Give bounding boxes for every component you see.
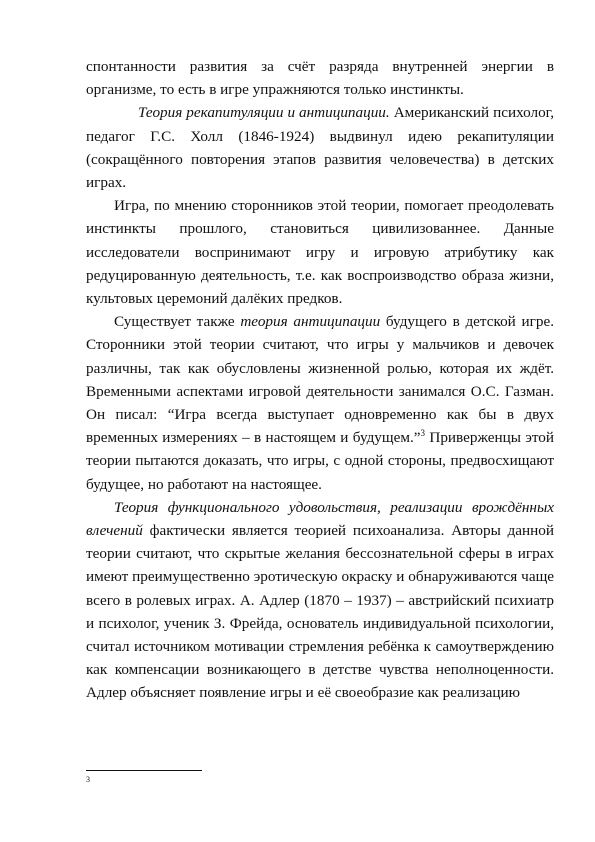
- paragraph-civilization-text: Игра, по мнению сторонников этой теории, помогает преодолевать инстинкты прошлого, становиться цивилизованнее. Данные исследователи воспринимают игру и игровую атрибутику как редуцированную деятельность, т.е. как воспроизводство образа жизни, культовых церемоний далёких предков.: [86, 197, 554, 308]
- footnote-reference[interactable]: 3: [420, 428, 425, 439]
- body-text: [86, 55, 554, 705]
- footnote-mark: 3: [86, 775, 90, 784]
- footnote-separator: [86, 770, 202, 771]
- recapitulation-heading: Теория рекапитуляции и антиципации.: [138, 104, 390, 122]
- functional-pleasure-text: фактически является теорией психоанализа. Авторы данной теории считают, что скрытые желания бессознательной сферы в играх имеют преимущественно эротическую окраску и обнаруживаются чаще всего в ролевых играх. А. Адлер (1870 – 1937) – австрийский психиатр и психолог, ученик З. Фрейда, основатель индивидуальной психологии, считал источником мотивации стремления ребёнка к самоутверждению как компенсации возникающего в детстве чувства неполноценности. Адлер объясняет появление игры и её своеобразие как реализацию: [86, 522, 554, 702]
- paragraph-1-text: спонтанности развития за счёт разряда внутренней энергии в организме, то есть в игре упражняются только инстинкты.: [86, 58, 554, 99]
- functional-pleasure-heading: Теория функционального удовольствия, реализации врождённых влечений: [86, 498, 554, 540]
- recapitulation-text: Американский психолог, педагог Г.С. Холл (1846-1924) выдвинул идею рекапитуляции (сокращённого повторения этапов развития человечества) в детских играх.: [86, 104, 554, 192]
- paragraph-civilization: [86, 194, 554, 310]
- anticipation-text-b: будущего в детской игре. Сторонники этой теории считают, что игры у мальчиков и девочек различны, так как обусловлены жизненной ролью, которая их ждёт. Временными аспектами игровой деятельности занимался О.С. Газман. Он писал: “Игра всегда выступает одновременно как бы в двух временных измерениях – в настоящем и будущем.”: [86, 313, 554, 447]
- paragraph-functional-pleasure: [86, 496, 554, 705]
- anticipation-text-c: Приверженцы этой теории пытаются доказать, что игры, с одной стороны, предвосхищают будущее, но работают на настоящее.: [86, 429, 555, 493]
- paragraph-anticipation: [86, 310, 554, 496]
- paragraph-1: [86, 55, 554, 101]
- anticipation-term: теория антиципации: [240, 313, 381, 331]
- paragraph-recapitulation: [86, 101, 554, 194]
- anticipation-text-a: Существует также: [114, 313, 241, 331]
